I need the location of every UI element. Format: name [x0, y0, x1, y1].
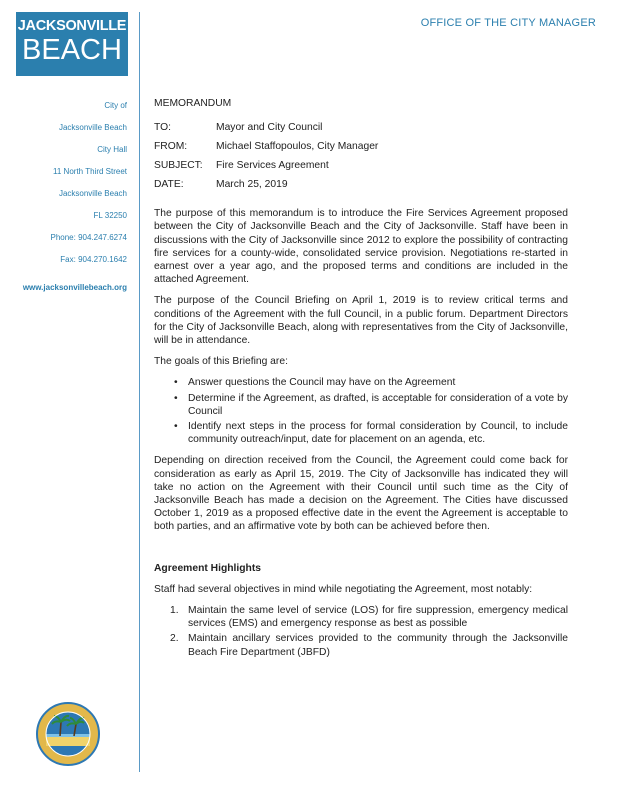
sidebar-line: Jacksonville Beach: [58, 123, 127, 132]
goal-text: Answer questions the Council may have on the Agreement: [188, 377, 456, 389]
city-seal-icon: [36, 702, 100, 766]
sidebar-line: 11 North Third Street: [53, 167, 127, 176]
objective-text: Maintain the same level of service (LOS) for fire suppression, emergency medical services (EMS) and emergency response as best as possible: [188, 605, 568, 630]
memo-subject-value: Fire Services Agreement: [216, 160, 329, 172]
memo-date-label: DATE:: [154, 179, 184, 191]
goals-intro: The goals of this Briefing are:: [154, 356, 288, 368]
sidebar-line: City of: [104, 101, 127, 110]
objective-number: 2.: [170, 633, 179, 645]
website-link[interactable]: www.jacksonvillebeach.org: [22, 283, 127, 292]
sidebar-divider: [139, 12, 140, 772]
logo-line-1: JACKSONVILLE: [17, 18, 127, 34]
memo-subject-row: [154, 159, 568, 178]
direction-paragraph: Depending on direction received from the Council, the Agreement could come back for consideration as early as April 15, 2019. The City of Jacksonville has indicated they will take no action on the Agreement with their Council until such time as the City of Jacksonville Beach has made a decision on the Agreement. The Cities have discussed October 1, 2019 as a proposed effective date in the event the Agreement is acceptable to both parties, and an affirmative vote by both can be achieved before then.: [154, 455, 568, 533]
memo-from-label: FROM:: [154, 141, 188, 153]
jacksonville-beach-logo: [16, 12, 128, 76]
highlights-intro: Staff had several objectives in mind while negotiating the Agreement, most notably:: [154, 583, 533, 595]
briefing-paragraph: The purpose of the Council Briefing on April 1, 2019 is to review critical terms and conditions of the Agreement with the full Council, in a public forum. Department Directors for the City of Jacksonville Beach, along with representatives from the City of Jacksonville, will be in attendance.: [154, 295, 568, 347]
sidebar-fax: Fax: 904.270.1642: [60, 255, 127, 264]
memo-date-value: March 25, 2019: [216, 179, 288, 191]
list-item: [154, 632, 568, 658]
list-item: [154, 392, 568, 418]
logo-line-2: BEACH: [22, 34, 122, 66]
sidebar-phone: Phone: 904.247.6274: [50, 233, 127, 242]
memo-title: MEMORANDUM: [154, 98, 232, 109]
memo-from-row: [154, 140, 568, 159]
memo-subject-label: SUBJECT:: [154, 160, 203, 172]
memo-date-row: [154, 178, 568, 197]
objective-text: Maintain ancillary services provided to the community through the Jacksonville Beach Fire Department (JBFD): [188, 633, 568, 658]
objectives-list: [154, 604, 568, 659]
goal-text: Determine if the Agreement, as drafted, is acceptable for consideration of a vote by Council: [188, 392, 568, 417]
list-item: [154, 604, 568, 630]
highlights-heading: Agreement Highlights: [154, 562, 261, 574]
sidebar-line: Jacksonville Beach: [58, 189, 127, 198]
sidebar-line: FL 32250: [93, 211, 127, 220]
goals-list: [154, 376, 568, 446]
objective-number: 1.: [170, 605, 179, 617]
list-item: [154, 420, 568, 446]
list-item: [154, 376, 568, 389]
memo-to-row: [154, 121, 568, 140]
intro-paragraph: The purpose of this memorandum is to introduce the Fire Services Agreement proposed between the City of Jacksonville Beach and the City of Jacksonville. Staff have been in discussions with the City of Jacksonville since 2012 to explore the possibility of contracting fire services for a county-wide, consolidated service provision. Negotiations re-started in earnest over a year ago, and the proposed terms and conditions are included in the attached Agreement.: [154, 208, 568, 286]
bullet-icon: •: [174, 421, 178, 433]
memo-from-value: Michael Staffopoulos, City Manager: [216, 141, 379, 153]
office-heading: OFFICE OF THE CITY MANAGER: [420, 17, 596, 29]
bullet-icon: •: [174, 392, 178, 404]
bullet-icon: •: [174, 377, 178, 389]
goal-text: Identify next steps in the process for formal consideration by Council, to include community outreach/input, date for placement on an agenda, etc.: [188, 421, 568, 446]
memo-to-value: Mayor and City Council: [216, 122, 323, 134]
sidebar-line: City Hall: [97, 145, 127, 154]
contact-sidebar: [10, 100, 127, 304]
memo-body: [154, 97, 568, 661]
memo-to-label: TO:: [154, 122, 171, 134]
